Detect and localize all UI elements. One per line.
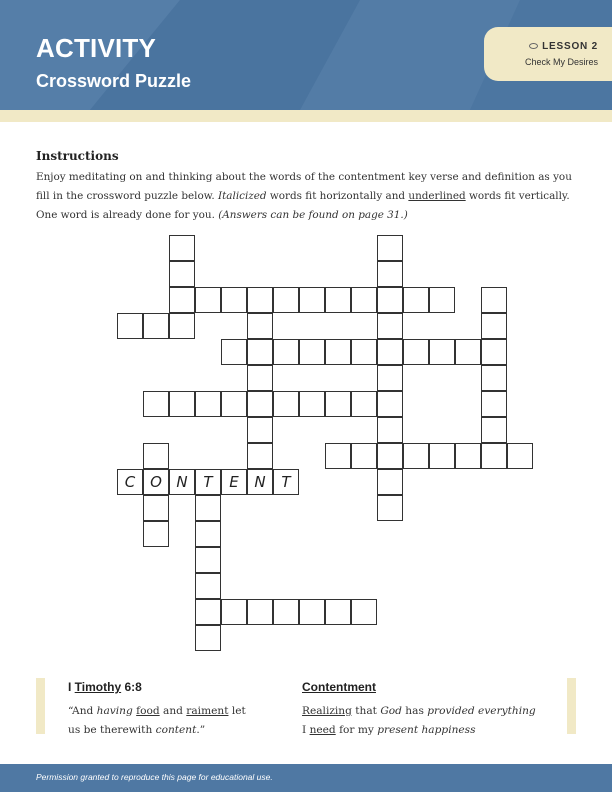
crossword-cell[interactable] [195, 521, 221, 547]
crossword-cell[interactable] [377, 417, 403, 443]
crossword-cell[interactable] [117, 313, 143, 339]
crossword-cell[interactable] [247, 339, 273, 365]
page-footer [0, 764, 612, 792]
crossword-cell[interactable] [455, 443, 481, 469]
crossword-cell[interactable] [195, 573, 221, 599]
crossword-given-cell: N [169, 469, 195, 495]
def-words-provided-everything: provided everything [427, 705, 536, 717]
crossword-cell[interactable] [195, 391, 221, 417]
crossword-cell[interactable] [169, 313, 195, 339]
lesson-number: LESSON 2 [542, 41, 598, 52]
crossword-cell[interactable] [195, 547, 221, 573]
crossword-cell[interactable] [377, 495, 403, 521]
crossword-cell[interactable] [169, 287, 195, 313]
crossword-cell[interactable] [247, 443, 273, 469]
def-d6: I [302, 724, 310, 736]
verse-ref-book: Timothy [74, 680, 122, 694]
def-words-present-happiness: present happiness [377, 724, 476, 736]
crossword-cell[interactable] [481, 365, 507, 391]
crossword-cell[interactable] [377, 365, 403, 391]
crossword-cell[interactable] [221, 391, 247, 417]
crossword-cell[interactable] [221, 599, 247, 625]
instructions-note: (Answers can be found on page 31.) [218, 209, 408, 221]
def-word-need: need [309, 724, 336, 736]
def-d8: for my [335, 724, 378, 736]
lesson-tab [484, 27, 612, 81]
verse-accent-bar [36, 678, 45, 734]
definition-accent-bar [567, 678, 576, 734]
crossword-cell[interactable] [403, 339, 429, 365]
crossword-cell[interactable] [351, 599, 377, 625]
crossword-cell[interactable] [247, 599, 273, 625]
verse-word-food: food [136, 705, 160, 717]
crossword-given-cell: C [117, 469, 143, 495]
crossword-cell[interactable] [247, 417, 273, 443]
crossword-cell[interactable] [273, 599, 299, 625]
crossword-cell[interactable] [481, 443, 507, 469]
def-word-realizing: Realizing [302, 705, 352, 717]
crossword-cell[interactable] [221, 287, 247, 313]
definition-heading [302, 680, 376, 694]
lesson-name: Check My Desires [524, 57, 598, 67]
crossword-cell[interactable] [455, 339, 481, 365]
crossword-cell[interactable] [351, 339, 377, 365]
crossword-cell[interactable] [195, 287, 221, 313]
def-d2: that [351, 705, 381, 717]
crossword-given-cell: T [195, 469, 221, 495]
crossword-cell[interactable] [377, 235, 403, 261]
crossword-cell[interactable] [403, 443, 429, 469]
crossword-cell[interactable] [273, 287, 299, 313]
instructions-text [36, 168, 576, 225]
leaf-icon [529, 43, 538, 49]
instructions-part-1: Enjoy meditating on and thinking about the words of the contentment key verse and definition as you fill in the crossword puzzle below. [36, 171, 572, 202]
crossword-given-cell: N [247, 469, 273, 495]
crossword-cell[interactable] [195, 599, 221, 625]
crossword-cell[interactable] [169, 261, 195, 287]
crossword-cell[interactable] [377, 313, 403, 339]
crossword-cell[interactable] [429, 339, 455, 365]
crossword-cell[interactable] [221, 339, 247, 365]
verse-ref-chapter: 6:8 [121, 680, 142, 694]
crossword-cell[interactable] [325, 339, 351, 365]
crossword-cell[interactable] [351, 391, 377, 417]
definition-heading-text: Contentment [302, 680, 376, 694]
crossword-cell[interactable] [325, 599, 351, 625]
verse-word-raiment: raiment [186, 705, 229, 717]
verse-word-content: content [155, 724, 197, 736]
crossword-cell[interactable] [481, 339, 507, 365]
page-subtitle: Crossword Puzzle [36, 71, 192, 91]
crossword-cell[interactable] [299, 339, 325, 365]
crossword-cell[interactable] [481, 313, 507, 339]
crossword-cell[interactable] [247, 287, 273, 313]
crossword-cell[interactable] [325, 391, 351, 417]
crossword-cell[interactable] [377, 339, 403, 365]
crossword-given-cell: T [273, 469, 299, 495]
instructions-italic-word: Italicized [218, 190, 267, 202]
crossword-cell[interactable] [273, 391, 299, 417]
verse-t9: .” [196, 724, 206, 736]
crossword-cell[interactable] [481, 417, 507, 443]
crossword-cell[interactable] [325, 443, 351, 469]
crossword-cell[interactable] [143, 391, 169, 417]
crossword-cell[interactable] [351, 443, 377, 469]
instructions-part-2: words fit horizontally and [266, 190, 409, 202]
crossword-cell[interactable] [377, 391, 403, 417]
crossword-cell[interactable] [351, 287, 377, 313]
verse-text [68, 702, 258, 740]
crossword-cell[interactable] [429, 443, 455, 469]
crossword-cell[interactable] [195, 625, 221, 651]
header-divider-band [0, 110, 612, 122]
crossword-cell[interactable] [481, 391, 507, 417]
crossword-cell[interactable] [169, 235, 195, 261]
crossword-cell[interactable] [403, 287, 429, 313]
crossword-cell[interactable] [299, 287, 325, 313]
crossword-cell[interactable] [299, 391, 325, 417]
def-word-god: God [380, 705, 402, 717]
crossword-cell[interactable] [247, 365, 273, 391]
instructions-underline-word: underlined [408, 190, 466, 202]
instructions-part-3: words fit vertically. One word is already done for you. [36, 190, 570, 221]
verse-ref-prefix: I [68, 680, 75, 694]
crossword-cell[interactable] [143, 521, 169, 547]
crossword-cell[interactable] [143, 495, 169, 521]
crossword-cell[interactable] [377, 261, 403, 287]
crossword-given-cell: O [143, 469, 169, 495]
instructions-heading: Instructions [36, 149, 119, 163]
verse-t7: let us be therewith [68, 705, 246, 736]
crossword-cell[interactable] [377, 469, 403, 495]
footer-permission-text: Permission granted to reproduce this page for educational use. [36, 772, 273, 782]
crossword-cell[interactable] [169, 391, 195, 417]
crossword-cell[interactable] [377, 287, 403, 313]
crossword-cell[interactable] [247, 391, 273, 417]
crossword-cell[interactable] [247, 313, 273, 339]
crossword-given-cell: E [221, 469, 247, 495]
crossword-cell[interactable] [273, 339, 299, 365]
definition-text [302, 702, 542, 740]
def-d4: has [401, 705, 428, 717]
crossword-cell[interactable] [325, 287, 351, 313]
lesson-label [529, 41, 598, 52]
verse-t1: “And [68, 705, 97, 717]
crossword-cell[interactable] [195, 495, 221, 521]
crossword-cell[interactable] [481, 287, 507, 313]
verse-word-having: having [96, 705, 133, 717]
crossword-cell[interactable] [429, 287, 455, 313]
crossword-cell[interactable] [143, 443, 169, 469]
crossword-cell[interactable] [299, 599, 325, 625]
page-title: ACTIVITY [36, 33, 157, 63]
verse-t5: and [159, 705, 187, 717]
crossword-cell[interactable] [377, 443, 403, 469]
crossword-cell[interactable] [507, 443, 533, 469]
crossword-cell[interactable] [143, 313, 169, 339]
verse-reference [68, 680, 142, 694]
